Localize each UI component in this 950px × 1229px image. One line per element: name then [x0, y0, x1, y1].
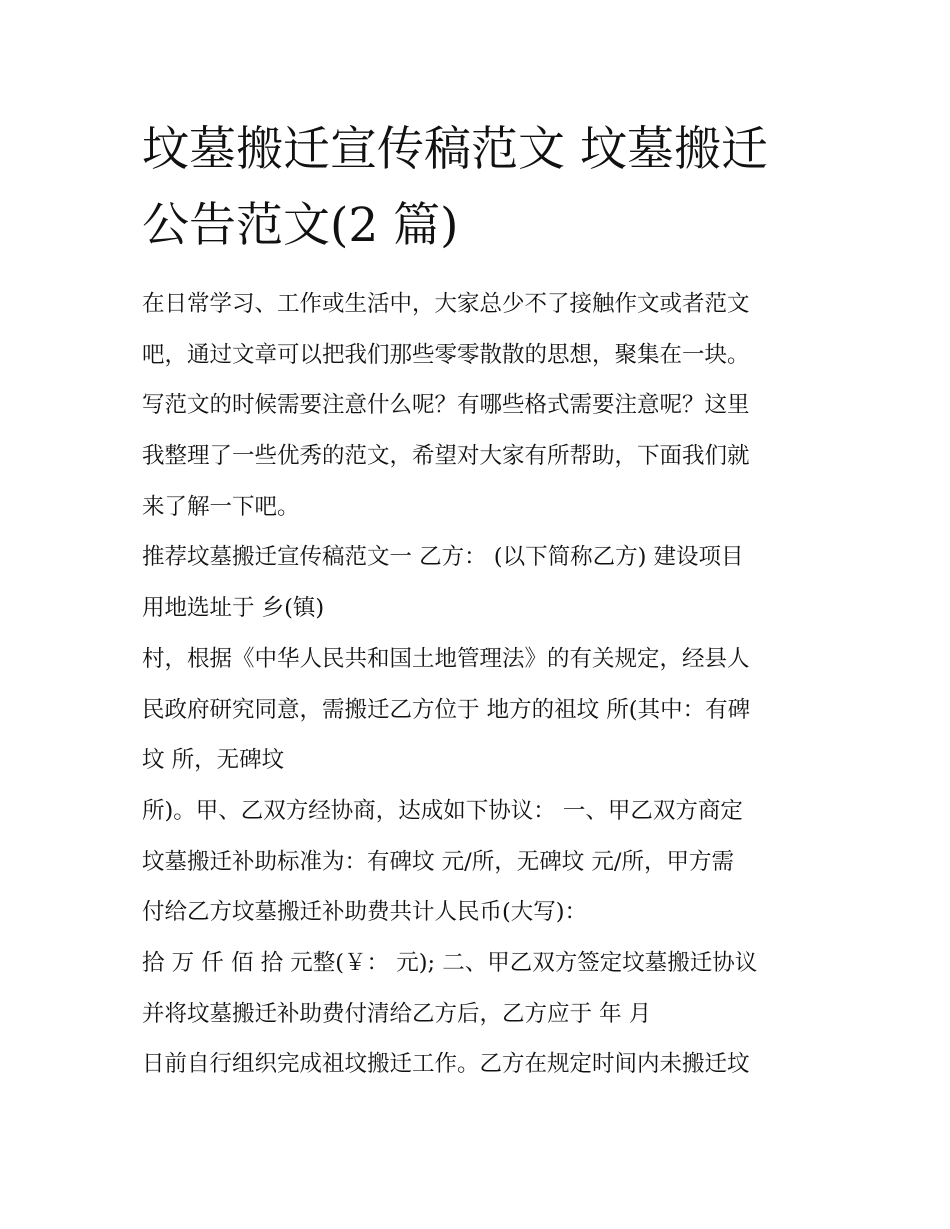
- body-line: 来了解一下吧。: [142, 493, 300, 520]
- body-line: 坟墓搬迁补助标准为：有碑坟 元/所，无碑坟 元/所，甲方需: [142, 848, 734, 875]
- title-line: 公告范文(2 篇): [142, 198, 459, 253]
- body-line: 吧，通过文章可以把我们那些零零散散的思想，聚集在一块。: [142, 341, 750, 368]
- body-line: 用地选址于 乡(镇): [142, 595, 325, 622]
- body-line: 写范文的时候需要注意什么呢？有哪些格式需要注意呢？这里: [142, 392, 750, 419]
- body-line: 日前自行组织完成祖坟搬迁工作。乙方在规定时间内未搬迁坟: [142, 1051, 750, 1078]
- body-line: 坟 所，无碑坟: [142, 747, 285, 774]
- body-line: 民政府研究同意，需搬迁乙方位于 地方的祖坟 所(其中：有碑: [142, 696, 751, 723]
- body-line: 拾 万 仟 佰 拾 元整(￥： 元); 二、甲乙双方签定坟墓搬迁协议: [142, 949, 758, 976]
- body-line: 村，根据《中华人民共和国土地管理法》的有关规定，经县人: [142, 645, 750, 672]
- body-line: 我整理了一些优秀的范文，希望对大家有所帮助，下面我们就: [142, 443, 750, 470]
- body-line: 付给乙方坟墓搬迁补助费共计人民币(大写)：: [142, 899, 588, 926]
- body-line: 在日常学习、工作或生活中，大家总少不了接触作文或者范文: [142, 291, 750, 317]
- document-title: [142, 112, 822, 264]
- body-line: 所)。甲、乙双方经协商，达成如下协议： 一、甲乙双方商定: [142, 797, 743, 824]
- title-line: 坟墓搬迁宣传稿范文 坟墓搬迁: [142, 122, 768, 177]
- body-line: 并将坟墓搬迁补助费付清给乙方后，乙方应于 年 月: [142, 1000, 652, 1027]
- body-line: 推荐坟墓搬迁宣传稿范文一 乙方： (以下简称乙方) 建设项目: [142, 544, 744, 571]
- document-body: [142, 279, 822, 1090]
